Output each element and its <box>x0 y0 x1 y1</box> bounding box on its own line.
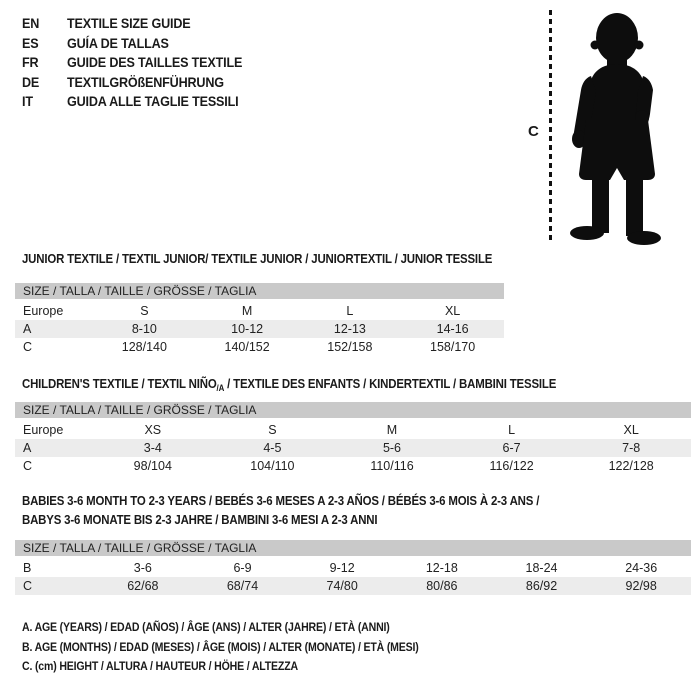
table-row <box>15 320 504 338</box>
size-value: 3-4 <box>143 441 162 455</box>
size-value: 110/116 <box>370 459 414 473</box>
table-row <box>15 302 504 320</box>
size-value: M <box>386 423 398 437</box>
language-row <box>22 92 242 112</box>
size-value: 6-7 <box>502 441 521 455</box>
row-label: Europe <box>23 304 64 318</box>
size-value: XS <box>144 423 162 437</box>
language-code: EN <box>22 15 40 31</box>
row-label: B <box>23 561 32 575</box>
language-label: TEXTILGRÖßENFÜHRUNG <box>67 73 224 90</box>
size-value: 14-16 <box>436 322 469 336</box>
size-value: 68/74 <box>226 579 259 593</box>
table-row <box>15 457 691 475</box>
row-label: C <box>23 579 33 593</box>
size-value: XL <box>623 423 639 437</box>
size-value: 98/104 <box>133 459 172 473</box>
language-code: FR <box>22 54 39 70</box>
language-row <box>22 53 242 73</box>
size-value: 9-12 <box>329 561 355 575</box>
size-value: 116/122 <box>489 459 534 473</box>
size-value: 140/152 <box>224 340 270 354</box>
size-table-header: SIZE / TALLA / TAILLE / GRÖSSE / TAGLIA <box>15 283 504 299</box>
size-value: 12-18 <box>425 561 458 575</box>
section-title-babies-line2: BABYS 3-6 MONATE BIS 2-3 JAHRE / BAMBINI 3-6 MESI A 2-3 ANNI <box>22 511 378 527</box>
size-table-babies <box>15 540 691 595</box>
size-value: 10-12 <box>231 322 264 336</box>
section-title-babies <box>22 492 539 529</box>
language-code: DE <box>22 73 40 90</box>
size-value: L <box>346 304 354 318</box>
size-value: 80/86 <box>426 579 458 593</box>
size-value: 104/110 <box>250 459 295 473</box>
table-row <box>15 559 691 577</box>
size-value: 74/80 <box>326 579 358 593</box>
table-row <box>15 338 504 356</box>
size-value: L <box>508 423 516 437</box>
size-value: M <box>241 304 253 318</box>
height-measure-label: C <box>528 123 539 140</box>
size-value: S <box>140 304 149 318</box>
size-value: 152/158 <box>327 340 373 354</box>
size-value: 62/68 <box>127 579 159 593</box>
legend <box>22 618 473 677</box>
size-value: 86/92 <box>525 579 558 593</box>
height-measure-dashed-line <box>549 10 552 243</box>
language-row <box>22 34 242 54</box>
row-label: Europe <box>23 423 64 437</box>
size-value: 128/140 <box>121 340 167 354</box>
section-title-children-text: / TEXTILE DES ENFANTS / KINDERTEXTIL / BAMBINI TESSILE <box>224 376 557 391</box>
size-value: 3-6 <box>133 561 152 575</box>
row-label: C <box>23 459 33 473</box>
legend-height: C. (cm) HEIGHT / ALTURA / HAUTEUR / HÖHE / ALTEZZA <box>22 659 298 673</box>
size-value: S <box>268 423 277 437</box>
row-label: C <box>23 340 33 354</box>
table-row <box>15 439 691 457</box>
section-title-babies-line1: BABIES 3-6 MONTH TO 2-3 YEARS / BEBÉS 3-6 MESES A 2-3 AÑOS / BÉBÉS 3-6 MOIS À 2-3 ANS / <box>22 493 540 508</box>
language-list <box>22 14 267 112</box>
legend-age-months: B. AGE (MONTHS) / EDAD (MESES) / ÂGE (MOIS) / ALTER (MONATE) / ETÀ (MESI) <box>22 639 419 654</box>
size-table-header: SIZE / TALLA / TAILLE / GRÖSSE / TAGLIA <box>15 540 691 556</box>
language-code: IT <box>22 93 33 109</box>
size-value: 8-10 <box>131 322 157 336</box>
table-row <box>15 577 691 595</box>
size-table-header: SIZE / TALLA / TAILLE / GRÖSSE / TAGLIA <box>15 402 691 418</box>
section-title-children-subscript: /A <box>216 383 225 393</box>
table-row <box>15 421 691 439</box>
section-title-junior: JUNIOR TEXTILE / TEXTIL JUNIOR/ TEXTILE JUNIOR / JUNIORTEXTIL / JUNIOR TESSILE <box>22 251 493 266</box>
size-value: 18-24 <box>525 561 558 575</box>
size-table-junior <box>15 283 504 356</box>
language-label: GUIDA ALLE TAGLIE TESSILI <box>67 93 239 109</box>
size-value: 6-9 <box>233 561 252 575</box>
language-label: GUÍA DE TALLAS <box>67 34 169 51</box>
size-value: 92/98 <box>625 579 657 593</box>
language-label: TEXTILE SIZE GUIDE <box>67 15 191 31</box>
size-value: 4-5 <box>263 441 282 455</box>
size-value: 5-6 <box>382 441 402 455</box>
size-table-children <box>15 402 691 475</box>
language-code: ES <box>22 34 39 51</box>
size-value: 122/128 <box>608 459 654 473</box>
language-label: GUIDE DES TAILLES TEXTILE <box>67 54 243 70</box>
size-value: XL <box>444 304 461 318</box>
language-row <box>22 14 242 34</box>
baby-silhouette-icon <box>558 2 700 248</box>
section-title-children <box>22 375 556 395</box>
row-label: A <box>23 322 32 336</box>
legend-age-years: A. AGE (YEARS) / EDAD (AÑOS) / ÂGE (ANS) / ALTER (JAHRE) / ETÀ (ANNI) <box>22 620 390 634</box>
language-row <box>22 73 242 93</box>
section-title-children-text: CHILDREN'S TEXTILE / TEXTIL NIÑO <box>22 376 217 391</box>
size-value: 24-36 <box>625 561 658 575</box>
size-value: 7-8 <box>622 441 641 455</box>
size-value: 158/170 <box>430 340 476 354</box>
row-label: A <box>23 441 32 455</box>
size-value: 12-13 <box>333 322 366 336</box>
